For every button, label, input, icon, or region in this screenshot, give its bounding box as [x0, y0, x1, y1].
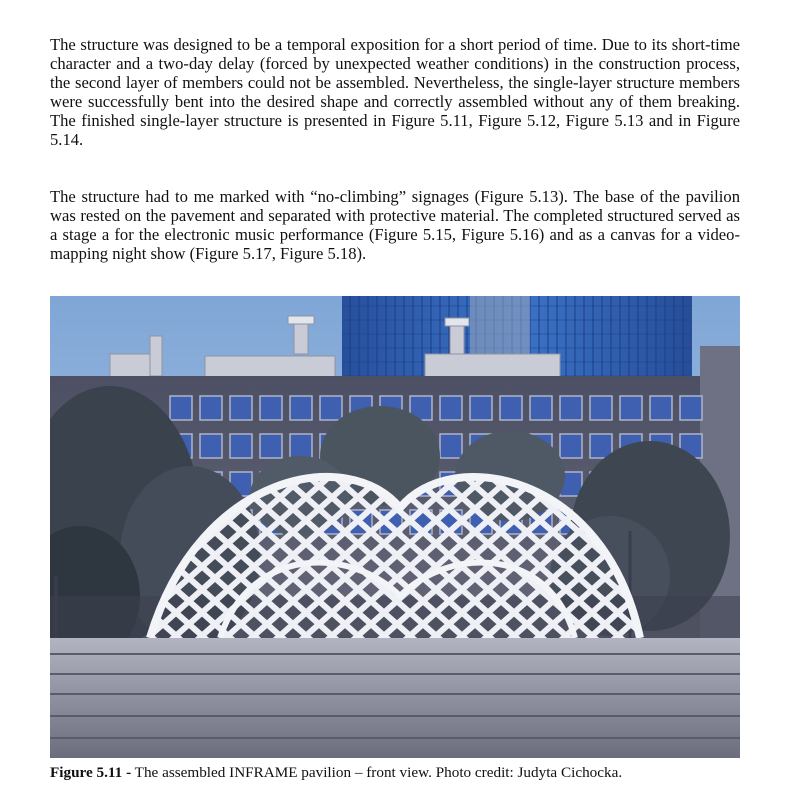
- body-paragraph: The structure had to me marked with “no-climbing” signages (Figure 5.13). The base of the pavilion was rested on the pavement and separated with protective material. The completed structured served as a stage a for the electronic music performance (Figure 5.15, Figure 5.16) and as a canvas for a video-mapping night show (Figure 5.17, Figure 5.18).: [50, 187, 740, 263]
- figure-caption-text: The assembled INFRAME pavilion – front view. Photo credit: Judyta Cichocka.: [131, 764, 623, 781]
- stone-steps: [50, 638, 740, 758]
- figure-photo-pavilion: [50, 296, 740, 758]
- body-paragraph: The structure was designed to be a temporal exposition for a short period of time. Due to its short-time character and a two-day delay (forced by unexpected weather conditions) in the construction process, the second layer of members could not be assembled. Nevertheless, the single-layer structure members were successfully bent into the desired shape and correctly assembled without any of them breaking. The finished single-layer structure is presented in Figure 5.11, Figure 5.12, Figure 5.13 and in Figure 5.14.: [50, 35, 740, 149]
- pavilion-photo-illustration: [50, 296, 740, 758]
- figure-caption: [50, 764, 750, 782]
- figure-label: Figure 5.11 -: [50, 764, 132, 781]
